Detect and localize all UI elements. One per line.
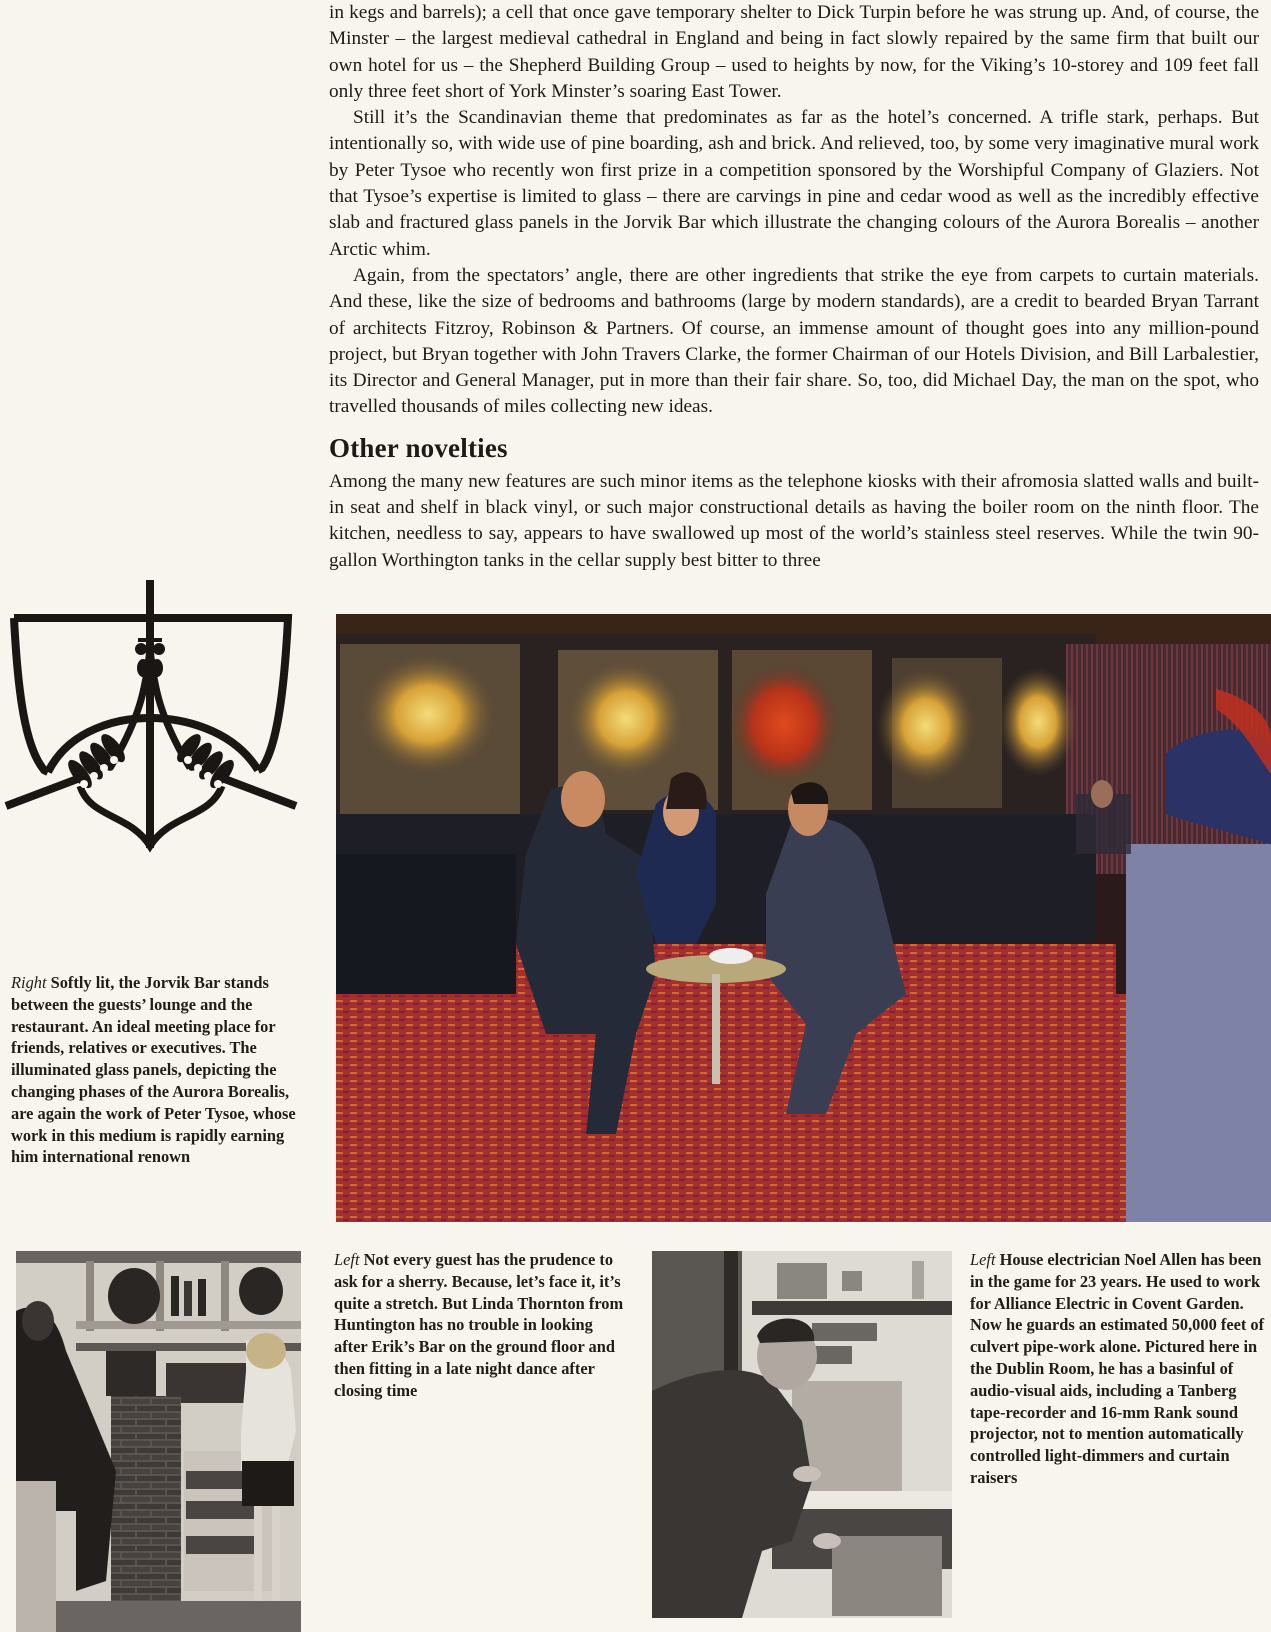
photo-caption-jorvik-bar — [11, 972, 311, 1168]
article-paragraph: in kegs and barrels); a cell that once gave temporary shelter to Dick Turpin before he was strung up. And, of course, the Minster – the largest medieval cathedral in England and being in fact slowly repaired by the same firm that built our own hotel for us – the Shepherd Building Group – used to heights by now, for the Viking’s 10-storey and 109 feet fall only three feet short of York Minster’s soaring East Tower. — [329, 2, 1259, 102]
caption-lead: Left — [334, 1250, 360, 1269]
caption-text: House electrician Noel Allen has been in the game for 23 years. He used to work for Alliance Electric in Covent Garden. Now he guards an estimated 50,000 feet of culvert pipe-work alone. Pictured here in the Dublin Room, he has a basinful of audio-visual aids, including a Tanberg tape-recorder and 16-mm Rank sound projector, not to mention automatically controlled light-dimmers and curtain raisers — [970, 1250, 1265, 1487]
article-paragraph: Among the many new features are such minor items as the telephone kiosks with their afromosia slatted walls and built-in seat and shelf in black vinyl, or such major constructional details as having the boiler room on the ninth floor. The kitchen, needless to say, appears to have swallowed up most of the world’s stainless steel reserves. While the twin 90-gallon Worthington tanks in the cellar supply best bitter to three — [329, 470, 1259, 571]
caption-text: Not every guest has the prudence to ask for a sherry. Because, let’s face it, it’s quite a stretch. But Linda Thornton from Huntington has no trouble in looking after Erik’s Bar on the ground floor and then fitting in a late night dance after closing time — [334, 1250, 624, 1400]
jorvik-bar-photo — [336, 614, 1271, 1222]
section-heading: Other novelties — [329, 432, 508, 463]
electrician-photo — [652, 1251, 952, 1618]
caption-text: Softly lit, the Jorvik Bar stands between the guests’ lounge and the restaurant. An ideal meeting place for friends, relatives or executives. The illuminated glass panels, depicting the changing phases of the Aurora Borealis, are again the work of Peter Tysoe, whose work in this medium is rapidly earning him international renown — [11, 973, 296, 1167]
caption-lead: Right — [11, 973, 47, 992]
article-paragraph: Still it’s the Scandinavian theme that predominates as far as the hotel’s concerned. A trifle stark, perhaps. But intentionally so, with wide use of pine boarding, ash and brick. And relieved, too, by some very imaginative mural work by Peter Tysoe who recently won first prize in a competition sponsored by the Worshipful Company of Glaziers. Not that Tysoe’s expertise is limited to glass – there are carvings in pine and cedar wood as well as the incredibly effective slab and fractured glass panels in the Jorvik Bar which illustrate the changing colours of the Aurora Borealis – another Arctic whim. — [329, 107, 1259, 260]
viking-ship-emblem-icon — [0, 578, 305, 858]
photo-caption-electrician — [970, 1249, 1270, 1489]
photo-caption-eriks-bar — [334, 1249, 624, 1402]
article-body — [329, 0, 1259, 574]
caption-lead: Left — [970, 1250, 996, 1269]
eriks-bar-photo — [16, 1251, 301, 1632]
article-paragraph: Again, from the spectators’ angle, there are other ingredients that strike the eye from carpets to curtain materials. And these, like the size of bedrooms and bathrooms (large by modern standards), are a credit to bearded Bryan Tarrant of architects Fitzroy, Robinson & Partners. Of course, an immense amount of thought goes into any million-pound project, but Bryan together with John Travers Clarke, the former Chairman of our Hotels Division, and Bill Larbalestier, its Director and General Manager, put in more than their fair share. So, too, did Michael Day, the man on the spot, who travelled thousands of miles collecting new ideas. — [329, 264, 1259, 418]
